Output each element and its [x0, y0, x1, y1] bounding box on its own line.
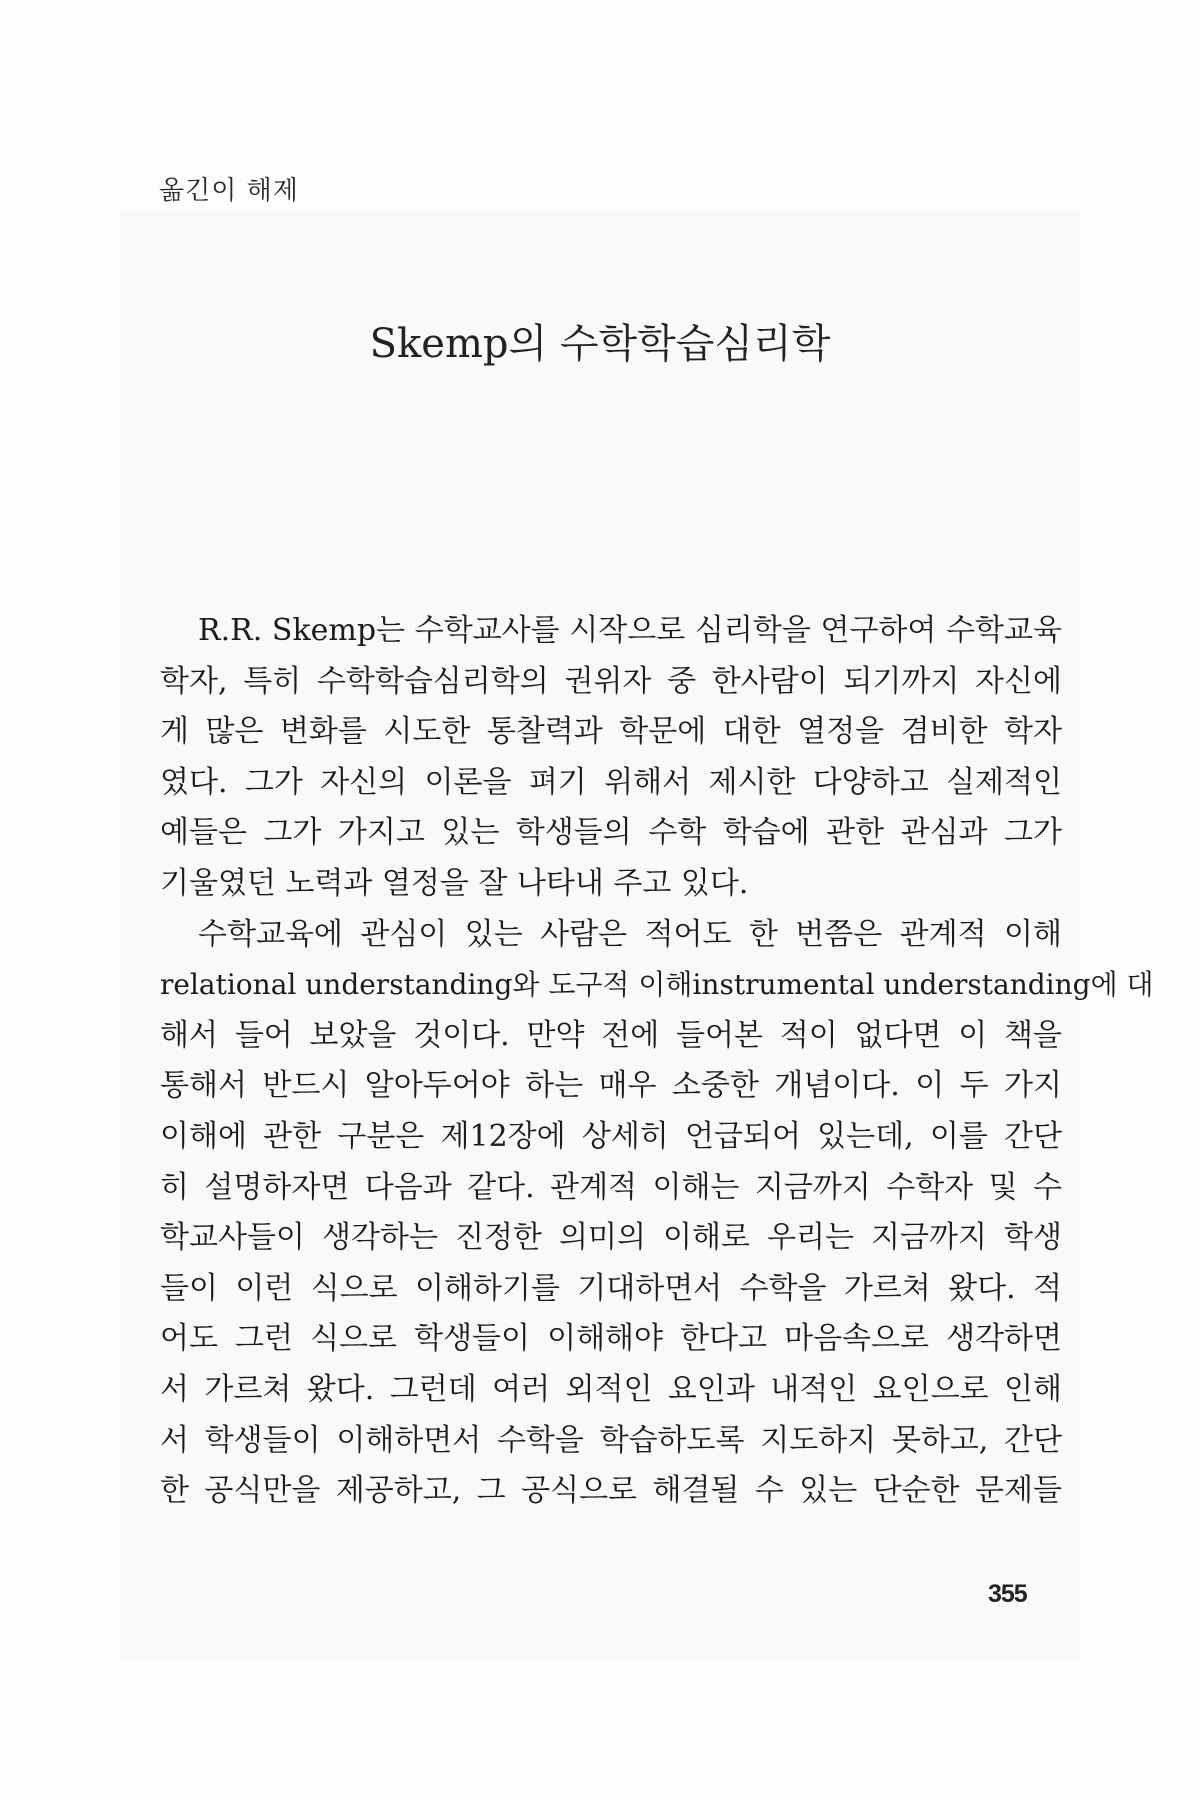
- text-line: 학교사들이 생각하는 진정한 의미의 이해로 우리는 지금까지 학생: [160, 1220, 1062, 1256]
- chapter-title: Skemp의 수학학습심리학: [369, 321, 831, 367]
- text-line: 서 가르쳐 왔다. 그런데 여러 외적인 요인과 내적인 요인으로 인해: [160, 1371, 1062, 1407]
- text-line: 학자, 특히 수학학습심리학의 권위자 중 한사람이 되기까지 자신에: [160, 663, 1062, 699]
- text-line: 한 공식만을 제공하고, 그 공식으로 해결될 수 있는 단순한 문제들: [160, 1473, 1062, 1509]
- text-line: 서 학생들이 이해하면서 수학을 학습하도록 지도하지 못하고, 간단: [160, 1422, 1062, 1458]
- running-head: 옮긴이 해제: [159, 176, 299, 206]
- text-line: 해서 들어 보았을 것이다. 만약 전에 들어본 적이 없다면 이 책을: [160, 1017, 1062, 1053]
- page-number: 355: [988, 1580, 1027, 1608]
- text-line: relational understanding와 도구적 이해instrumental understanding에 대: [160, 968, 1154, 1002]
- text-line: 이해에 관한 구분은 제12장에 상세히 언급되어 있는데, 이를 간단: [160, 1118, 1062, 1154]
- body-text: [160, 606, 1154, 1517]
- text-line: R.R. Skemp는 수학교사를 시작으로 심리학을 연구하여 수학교육: [198, 613, 1062, 648]
- text-line: 게 많은 변화를 시도한 통찰력과 학문에 대한 열정을 겸비한 학자: [160, 714, 1062, 750]
- text-line: 어도 그런 식으로 학생들이 이해해야 한다고 마음속으로 생각하면: [160, 1321, 1062, 1357]
- text-line: 통해서 반드시 알아두어야 하는 매우 소중한 개념이다. 이 두 가지: [160, 1068, 1062, 1104]
- text-line: 기울였던 노력과 열정을 잘 나타내 주고 있다.: [160, 865, 749, 901]
- text-line: 들이 이런 식으로 이해하기를 기대하면서 수학을 가르쳐 왔다. 적: [160, 1270, 1062, 1306]
- text-line: 예들은 그가 가지고 있는 학생들의 수학 학습에 관한 관심과 그가: [160, 815, 1062, 851]
- text-line: 수학교육에 관심이 있는 사람은 적어도 한 번쯤은 관계적 이해: [198, 916, 1062, 952]
- text-line: 였다. 그가 자신의 이론을 펴기 위해서 제시한 다양하고 실제적인: [160, 764, 1062, 800]
- text-line: 히 설명하자면 다음과 같다. 관계적 이해는 지금까지 수학자 및 수: [160, 1169, 1062, 1205]
